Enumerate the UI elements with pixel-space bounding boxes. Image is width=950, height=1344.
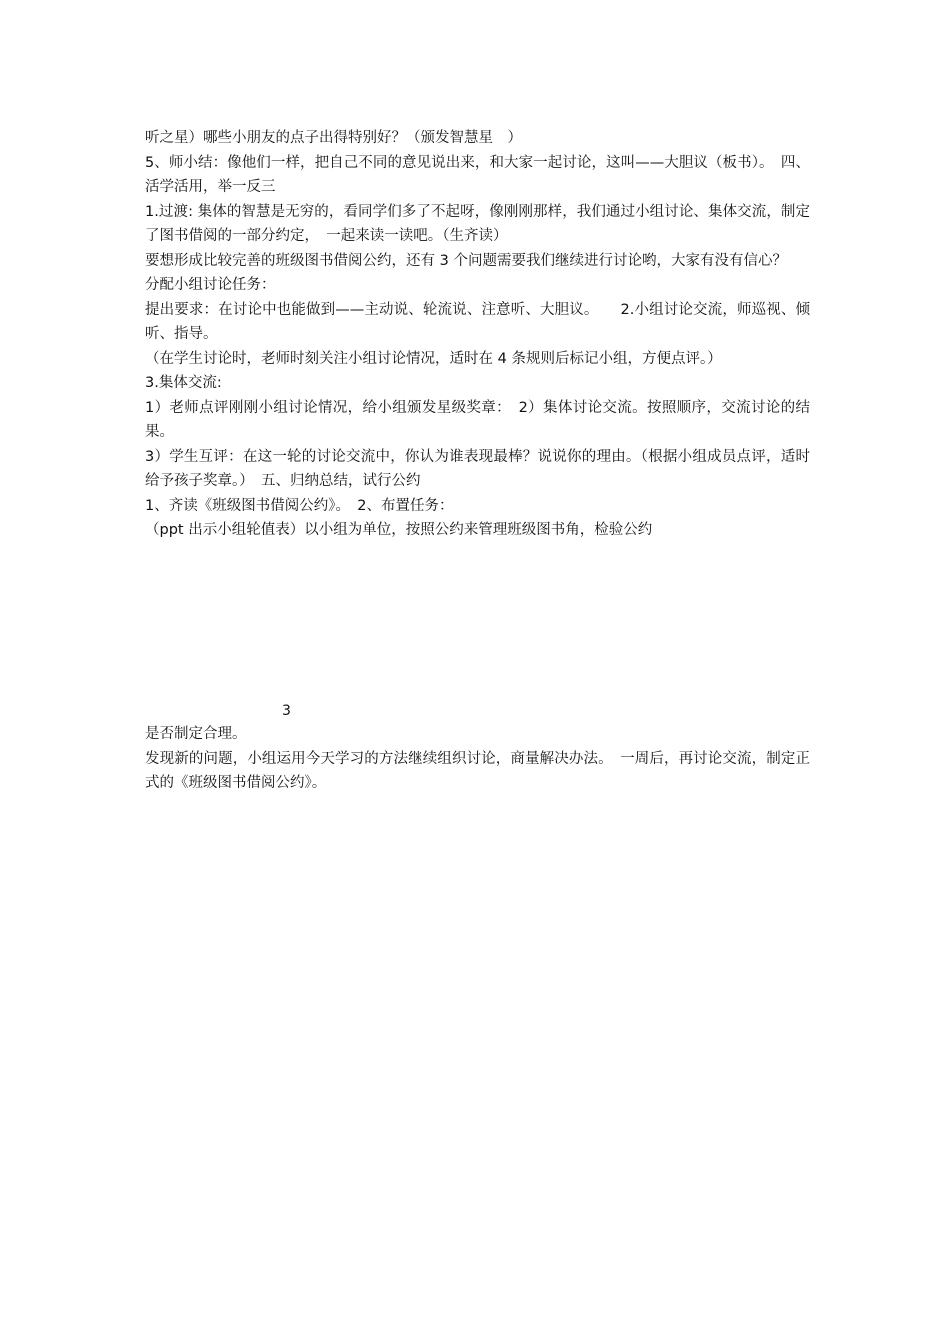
paragraph: 要想形成比较完善的班级图书借阅公约，还有 3 个问题需要我们继续进行讨论哟，大家有没有信心？ [145,252,787,269]
paragraph: 分配小组讨论任务： [145,277,276,293]
paragraph: （ppt 出示小组轮值表）以小组为单位，按照公约来管理班级图书角，检验公约 [145,522,653,538]
paragraph: 提出要求：在讨论中也能做到——主动说、轮流说、注意听、大胆议。 2.小组讨论交流，师巡视、倾听、指导。 [145,301,810,342]
paragraph: 3）学生互评：在这一轮的讨论交流中，你认为谁表现最棒？说说你的理由。（根据小组成员点评，适时给予孩子奖章。） 五、归纳总结，试行公约 [145,448,810,489]
paragraph: 是否制定合理。 [145,726,247,742]
paragraph: 1、齐读《班级图书借阅公约》。 2、布置任务： [145,497,454,514]
paragraph: 1.过渡: 集体的智慧是无穷的，看同学们多了不起呀，像刚刚那样，我们通过小组讨论、集体交流，制定了图书借阅的一部分约定， 一起来读一读吧。（生齐读） [145,203,810,244]
paragraph: 发现新的问题，小组运用今天学习的方法继续组织讨论，商量解决办法。 一周后，再讨论交流，制定正式的《班级图书借阅公约》。 [145,750,810,791]
page-number: 3 [282,703,291,719]
paragraph: 听之星）哪些小朋友的点子出得特别好？（颁发智慧星 ） [145,130,522,146]
paragraph: （在学生讨论时，老师时刻关注小组讨论情况，适时在 4 条规则后标记小组，方便点评。） [145,350,722,367]
paragraph: 5、师小结：像他们一样，把自己不同的意见说出来，和大家一起讨论，这叫——大胆议（板书）。 四、活学活用，举一反三 [145,154,810,195]
document-body-top [145,126,810,543]
paragraph: 1）老师点评刚刚小组讨论情况，给小组颁发星级奖章： 2）集体讨论交流。按照顺序，交流讨论的结果。 [145,399,810,440]
document-body-bottom [145,722,810,796]
paragraph: 3.集体交流: [145,375,222,391]
